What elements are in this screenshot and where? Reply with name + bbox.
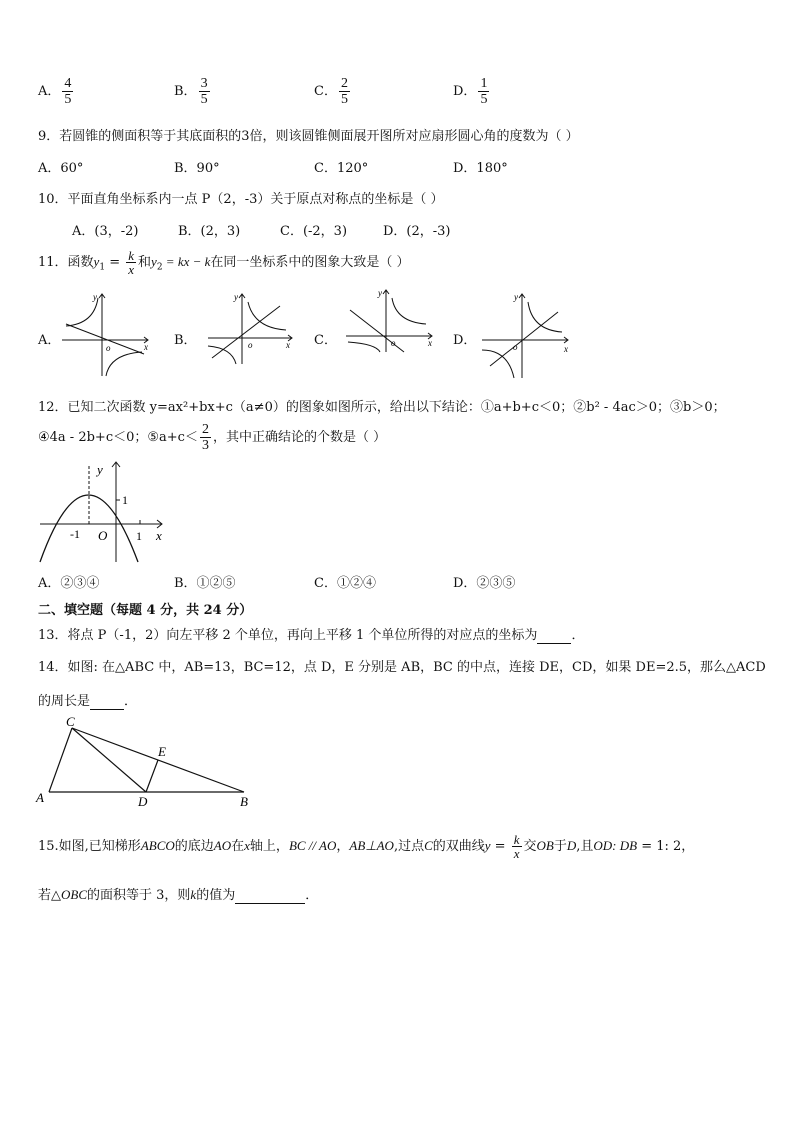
q12-option-a: A．②③④	[38, 576, 100, 591]
q14-label-b: B	[240, 794, 248, 808]
q11-graph-c	[342, 286, 438, 354]
q11-question	[38, 245, 410, 285]
q15-l2c: 的值为	[196, 888, 236, 903]
q14-line2-text: 的周长是	[38, 694, 91, 709]
q14-label-a: A	[36, 790, 44, 805]
q15-bc-parallel-ao: BC // AO	[288, 838, 337, 853]
q12-option-b: B．①②⑤	[174, 576, 236, 591]
q11b-hyperbola-lower	[208, 346, 236, 364]
q9-option-c: C．120°	[314, 161, 369, 176]
q12-option-c: C．①②④	[314, 576, 376, 591]
q8-c-numerator: 2	[340, 76, 348, 91]
q12-y-one: 1	[122, 493, 128, 507]
q11-k-over-x	[126, 249, 136, 276]
q11-suffix: 在同一坐标系中的图象大致是（ ）	[210, 255, 410, 270]
q14-label-c: C	[66, 714, 75, 729]
q11-label-a: A．	[38, 333, 61, 348]
q14-line2-end: ．	[124, 694, 138, 709]
q15-cvar: C	[424, 838, 433, 853]
q15-t3: 轴上，	[249, 839, 289, 854]
q11a-line	[66, 324, 144, 354]
q15-ab-perp-ao: AB⊥AO	[349, 838, 394, 853]
q11-y1: y	[93, 254, 100, 269]
q15-t2: 在	[231, 839, 245, 854]
q8-a-numerator: 4	[64, 76, 72, 91]
q11c-hyperbola-lower	[348, 342, 380, 352]
q12-frac-den: 3	[201, 438, 209, 453]
q15-xvar: x	[244, 838, 250, 853]
q11c-origin: o	[391, 338, 396, 348]
q9-option-d: D．180°	[453, 161, 508, 176]
q13-question	[38, 624, 584, 644]
q12-x-label: x	[156, 528, 162, 543]
q12-line1: 12．已知二次函数 y=ax²+bx+c（a≠0）的图象如图所示，给出以下结论：①a+b+c＜0；②b² - 4ac＞0；③b＞0；	[38, 400, 726, 415]
q15-eq: =	[490, 839, 510, 854]
q14-answer-blank[interactable]	[90, 694, 124, 710]
q14-side-ac	[49, 728, 72, 792]
q12-option-d: D．②③⑤	[453, 576, 516, 591]
q9-option-b: B．90°	[174, 161, 220, 176]
q15-t4: ，	[336, 839, 350, 854]
q11-label-c: C．	[314, 333, 337, 348]
q11-rhs: = kx − k	[162, 254, 211, 269]
q8-d-fraction	[478, 76, 489, 107]
q14-label-e: E	[158, 744, 166, 759]
q11c-y-label: y	[378, 288, 382, 298]
q15-obc: OBC	[61, 887, 87, 902]
q8-option-b	[174, 76, 212, 107]
q8-c-letter: C．	[314, 84, 337, 99]
q8-option-c	[314, 76, 352, 107]
q11d-y-label: y	[514, 292, 518, 302]
q10-option-d: D．(2，-3)	[383, 224, 451, 239]
q8-d-denominator: 5	[480, 92, 488, 107]
q15-t8: 于	[553, 839, 567, 854]
q12-frac-num: 2	[201, 422, 209, 437]
q15-l2a: 若△	[38, 888, 61, 903]
q14-line1: 14．如图: 在△ABC 中，AB=13，BC=12，点 D，E 分别是 AB，BC 的中点，连接 DE，CD，如果 DE=2.5，那么△ACD	[38, 660, 766, 675]
q11c-x-label: x	[428, 338, 432, 348]
q15-ob: OB	[536, 838, 554, 853]
q11-graph-b	[202, 288, 298, 368]
q11-y2: y	[151, 254, 157, 269]
q15-t5: ,过点	[393, 839, 425, 854]
q11a-x-label: x	[144, 342, 148, 352]
q11-x: x	[128, 262, 135, 277]
q15-t6: 的双曲线	[432, 839, 485, 854]
q11-prefix: 11．函数	[38, 255, 94, 270]
q15-ratio: OD: DB	[593, 838, 638, 853]
q15-answer-blank[interactable]	[235, 888, 305, 904]
q15-line2	[38, 884, 318, 904]
q11-label-d: D．	[453, 333, 477, 348]
q12-line2-start: ④4a - 2b+c＜0；⑤a+c＜	[38, 430, 198, 445]
q11d-line	[490, 312, 558, 366]
q11a-origin: o	[106, 343, 111, 353]
q8-b-letter: B．	[174, 84, 197, 99]
q15-abco: ABCO	[140, 838, 175, 853]
q11-and: 和	[138, 255, 152, 270]
q11d-origin: o	[513, 342, 518, 352]
q11c-hyperbola-upper	[392, 298, 426, 324]
q11-sub2: 2	[156, 262, 163, 273]
q11a-hyperbola-upper	[66, 298, 98, 326]
q15-k-over-x	[512, 833, 522, 860]
q15-k: k	[513, 832, 520, 847]
q8-option-d	[453, 76, 491, 107]
q8-c-fraction	[339, 76, 350, 107]
q12-x-one: 1	[136, 529, 142, 543]
q15-kvar: k	[190, 887, 197, 902]
q11-graph-a	[58, 288, 154, 380]
q11b-line	[212, 306, 280, 358]
q13-end: ．	[571, 628, 585, 643]
q11d-hyperbola-lower	[482, 350, 514, 378]
q11-k: k	[128, 248, 135, 263]
q15-x: x	[513, 846, 520, 861]
q11b-x-label: x	[286, 340, 290, 350]
q11b-origin: o	[248, 340, 253, 350]
q13-text: 13．将点 P（-1，2）向左平移 2 个单位，再向上平移 1 个单位所得的对应点的坐标为	[38, 628, 538, 643]
q13-answer-blank[interactable]	[537, 628, 571, 644]
q11c-line	[350, 310, 404, 352]
q8-d-letter: D．	[453, 84, 477, 99]
q15-dvar: D	[566, 838, 577, 853]
q11a-y-label: y	[93, 292, 97, 302]
q8-option-a	[38, 76, 75, 107]
q8-a-denominator: 5	[64, 92, 72, 107]
q11-label-b: B．	[174, 333, 197, 348]
q15-line1	[38, 826, 694, 867]
q14-segment-de	[146, 760, 158, 792]
q11-eq: =	[105, 255, 125, 270]
q12-fraction	[200, 422, 211, 453]
q12-line2-end: ，其中正确结论的个数是（ ）	[212, 430, 387, 445]
q15-t0: 15.如图,已知梯形	[38, 839, 141, 854]
section-fill-in-title: 二、填空题（每题 4 分，共 24 分）	[38, 603, 253, 618]
q12-neg-one: -1	[70, 527, 80, 541]
q15-t9: ,且	[576, 839, 594, 854]
q10-option-a: A．(3，-2)	[72, 224, 139, 239]
q15-l2-end: ．	[305, 888, 319, 903]
q15-t10: = 1: 2，	[637, 839, 695, 854]
q10-option-b: B．(2，3)	[178, 224, 241, 239]
q14-triangle-figure	[34, 712, 254, 808]
q8-a-letter: A．	[38, 84, 61, 99]
q8-d-numerator: 1	[480, 76, 488, 91]
q14-line2	[38, 690, 137, 710]
q12-parabola-graph	[36, 458, 168, 566]
q10-question: 10．平面直角坐标系内一点 P（2，-3）关于原点对称点的坐标是（ ）	[38, 192, 444, 207]
q15-t1: 的底边	[174, 839, 214, 854]
q8-b-numerator: 3	[200, 76, 208, 91]
q12-origin: O	[98, 528, 108, 543]
q15-yvar: y	[484, 838, 491, 853]
q8-c-denominator: 5	[340, 92, 348, 107]
q12-y-label: y	[97, 462, 103, 477]
q14-label-d: D	[138, 794, 148, 808]
q9-question: 9．若圆锥的侧面积等于其底面积的3倍，则该圆锥侧面展开图所对应扇形圆心角的度数为（ ）	[38, 129, 579, 144]
q9-option-a: A．60°	[38, 161, 84, 176]
q10-option-c: C．(-2，3)	[280, 224, 348, 239]
q8-b-fraction	[199, 76, 210, 107]
q11d-x-label: x	[564, 344, 568, 354]
q8-a-fraction	[62, 76, 73, 107]
q15-t7: 交	[523, 839, 537, 854]
q11a-hyperbola-lower	[106, 352, 142, 376]
q11-sub1: 1	[99, 262, 106, 273]
q12-line2	[38, 420, 386, 456]
q15-l2b: 的面积等于 3，则	[87, 888, 191, 903]
q11-graph-d	[478, 288, 574, 382]
q14-segment-cd	[72, 728, 146, 792]
q11b-y-label: y	[234, 292, 238, 302]
q11d-hyperbola-upper	[528, 302, 562, 332]
q15-ao: AO	[213, 838, 232, 853]
q8-b-denominator: 5	[200, 92, 208, 107]
